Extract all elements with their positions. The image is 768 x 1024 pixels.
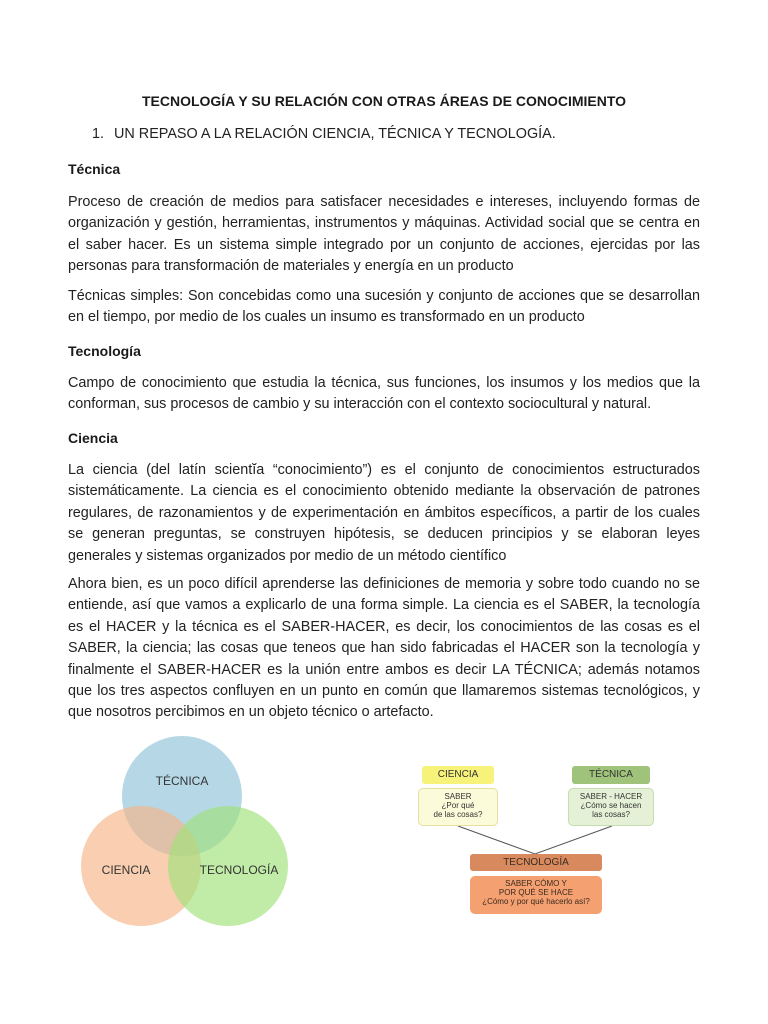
numbered-list-item [92,126,556,142]
flow-diagram [400,750,670,920]
venn-svg [78,733,310,927]
list-item-text: UN REPASO A LA RELACIÓN CIENCIA, TÉCNICA Y TECNOLOGÍA. [114,126,556,142]
paragraph-tecnica-definition: Proceso de creación de medios para satisfacer necesidades e intereses, incluyendo formas de organización y gestión, herramientas, instrumentos y máquinas. Actividad social que se centra en el saber hacer. Es un sistema simple integrado por un conjunto de acciones, ejercidas por las personas para transformación de materiales y energía en un producto [68,194,700,275]
flow-tecnologia-title-text: TECNOLOGÍA [503,857,569,868]
flow-tecnica-line3: las cosas? [592,810,630,819]
flow-box-tecnologia-body [470,876,602,914]
flow-ciencia-title-text: CIENCIA [437,769,479,780]
paragraph-ciencia-definition: La ciencia (del latín scientĭa “conocimiento”) es el conjunto de conocimientos estructurados sistemáticamente. La ciencia es el conocimiento obtenido mediante la observación de patrones regulares, de razonamientos y de experimentación en ámbitos específicos, a partir de los cuales se generan preguntas, se construyen hipótesis, se deducen principios y se elaboran leyes generales y sistemas organizados por medio de un método científico [68,462,700,564]
paragraph-tecnologia-definition: Campo de conocimiento que estudia la técnica, sus funciones, los insumos y los medios que la conforman, sus procesos de cambio y su interacción con el contexto sociocultural y natural. [68,375,700,413]
flow-box-tecnica-body [568,788,654,826]
flow-box-tecnica-title [572,766,650,784]
flow-ciencia-line2: ¿Por qué [441,801,475,810]
flow-box-tecnologia-title [470,854,602,871]
flow-ciencia-line1: SABER [444,792,472,801]
document-title: TECNOLOGÍA Y SU RELACIÓN CON OTRAS ÁREAS DE CONOCIMIENTO [141,93,627,109]
paragraph-explanation: Ahora bien, es un poco difícil aprenderse las definiciones de memoria y sobre todo cuando no se entiende, así que vamos a explicarlo de una forma simple. La ciencia es el SABER, la tecnología es el HACER y la técnica es el SABER-HACER, es decir, los conocimientos de las cosas es el SABER, la ciencia; las cosas que teneos que han sido fabricadas el HACER son la tecnología y finalmente el SABER-HACER es la unión entre ambos es decir LA TÉCNICA; además notamos que los tres aspectos confluyen en un punto en común que llamaremos sistemas tecnológicos, y que nosotros percibimos en un objeto técnico o artefacto. [68,576,700,721]
venn-label-ciencia: CIENCIA [101,863,151,877]
flow-box-ciencia-title [422,766,494,784]
heading-tecnica: Técnica [68,161,121,177]
flow-tecnologia-line2: POR QUÉ SE HACE [498,888,574,897]
paragraph-tecnicas-simples: Técnicas simples: Son concebidas como una sucesión y conjunto de acciones que se desarrollan en el tiempo, por medio de los cuales un insumo es transformado en un producto [68,288,700,326]
heading-ciencia: Ciencia [68,430,118,446]
flow-tecnologia-line3: ¿Cómo y por qué hacerlo así? [482,897,590,906]
flow-box-ciencia-body [418,788,498,826]
flow-tecnica-title-text: TÉCNICA [589,769,633,780]
list-number: 1. [92,126,105,142]
flow-tecnica-line2: ¿Cómo se hacen [580,801,642,810]
flow-tecnica-line1: SABER - HACER [579,792,643,801]
heading-tecnologia: Tecnología [68,343,141,359]
venn-diagram [78,733,310,927]
venn-label-tecnica: TÉCNICA [155,774,209,788]
venn-label-tecnologia: TECNOLOGÍA [199,863,279,877]
flow-tecnologia-line1: SABER CÓMO Y [505,879,567,888]
flow-ciencia-line3: de las cosas? [433,810,483,819]
